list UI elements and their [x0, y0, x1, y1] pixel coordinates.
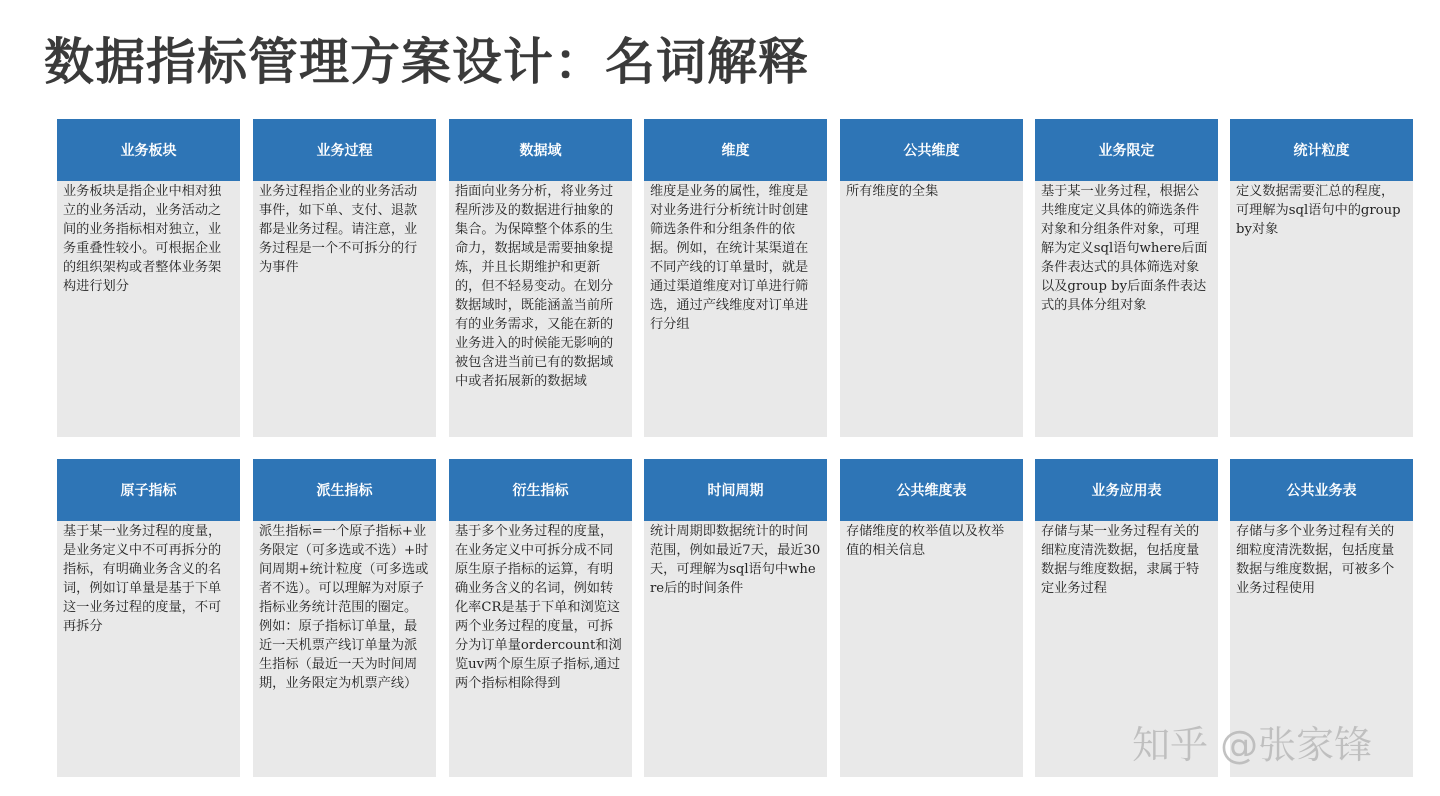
term-definition: 定义数据需要汇总的程度，可理解为sql语句中的group by对象 [1236, 184, 1401, 237]
term-definition: 基于某一业务过程，根据公共维度定义具体的筛选条件对象和分组条件对象，可理解为定义sql语句where后面条件表达式的具体筛选对象以及group by后面条件表达式的具体分组对象 [1041, 184, 1208, 313]
term-header: 业务板块 [57, 119, 240, 181]
term-definition: 基于某一业务过程的度量，是业务定义中不可再拆分的指标，有明确业务含义的名词，例如订单量是基于下单这一业务过程的度量，不可再拆分 [63, 524, 222, 634]
term-card-data-domain [449, 119, 632, 437]
term-header: 业务限定 [1035, 119, 1218, 181]
term-header: 业务应用表 [1035, 459, 1218, 521]
term-definition: 存储与多个业务过程有关的细粒度清洗数据，包括度量数据与维度数据，可被多个业务过程使用 [1236, 524, 1395, 596]
term-card-common-dimension [840, 119, 1023, 437]
term-header: 公共维度 [840, 119, 1023, 181]
term-header: 衍生指标 [449, 459, 632, 521]
term-definition: 所有维度的全集 [846, 184, 939, 199]
term-header: 统计粒度 [1230, 119, 1413, 181]
term-header: 派生指标 [253, 459, 436, 521]
term-card-dimension [644, 119, 827, 437]
term-header: 业务过程 [253, 119, 436, 181]
term-definition: 业务板块是指企业中相对独立的业务活动，业务活动之间的业务指标相对独立，业务重叠性较小。可根据企业的组织架构或者整体业务架构进行划分 [63, 184, 222, 294]
term-definition: 指面向业务分析，将业务过程所涉及的数据进行抽象的集合。为保障整个体系的生命力，数据域是需要抽象提炼，并且长期维护和更新的，但不轻易变动。在划分数据域时，既能涵盖当前所有的业务需求，又能在新的业务进入的时候能无影响的被包含进当前已有的数据域中或者拓展新的数据域 [455, 184, 614, 389]
term-card-dimension-table [840, 459, 1023, 777]
page-title: 数据指标管理方案设计：名词解释 [44, 33, 809, 91]
term-definition: 基于多个业务过程的度量，在业务定义中可拆分成不同原生原子指标的运算，有明确业务含义的名词，例如转化率CR是基于下单和浏览这两个业务过程的度量，可拆分为订单量ordercount和浏览uv两个原生原子指标,通过两个指标相除得到 [455, 524, 622, 691]
term-definition: 存储维度的枚举值以及枚举值的相关信息 [846, 524, 1005, 558]
term-definition: 维度是业务的属性，维度是对业务进行分析统计时创建筛选条件和分组条件的依据。例如，在统计某渠道在不同产线的订单量时，就是通过渠道维度对订单进行筛选，通过产线维度对订单进行分组 [650, 184, 809, 332]
term-header: 原子指标 [57, 459, 240, 521]
term-card-time-period [644, 459, 827, 777]
term-card-business-qualifier [1035, 119, 1218, 437]
term-card-composite-metric [449, 459, 632, 777]
term-definition: 业务过程指企业的业务活动事件，如下单、支付、退款都是业务过程。请注意，业务过程是一个不可拆分的行为事件 [259, 184, 418, 275]
term-header: 公共维度表 [840, 459, 1023, 521]
term-card-atomic-metric [57, 459, 240, 777]
term-card-granularity [1230, 119, 1413, 437]
term-card-business-segment [57, 119, 240, 437]
term-header: 公共业务表 [1230, 459, 1413, 521]
term-row-1 [57, 119, 1417, 437]
term-definition: 派生指标=一个原子指标+业务限定（可多选或不选）+时间周期+统计粒度（可多选或者不选）。可以理解为对原子指标业务统计范围的圈定。例如：原子指标订单量，最近一天机票产线订单量为派生指标（最近一天为时间周期，业务限定为机票产线） [259, 524, 429, 691]
term-card-business-process [253, 119, 436, 437]
term-card-derived-metric [253, 459, 436, 777]
term-definition: 统计周期即数据统计的时间范围，例如最近7天，最近30天，可理解为sql语句中where后的时间条件 [650, 524, 821, 596]
term-header: 维度 [644, 119, 827, 181]
zhihu-watermark: 知乎 @张家锋 [1132, 723, 1373, 767]
term-header: 时间周期 [644, 459, 827, 521]
term-definition: 存储与某一业务过程有关的细粒度清洗数据，包括度量数据与维度数据，隶属于特定业务过程 [1041, 524, 1200, 596]
term-header: 数据域 [449, 119, 632, 181]
